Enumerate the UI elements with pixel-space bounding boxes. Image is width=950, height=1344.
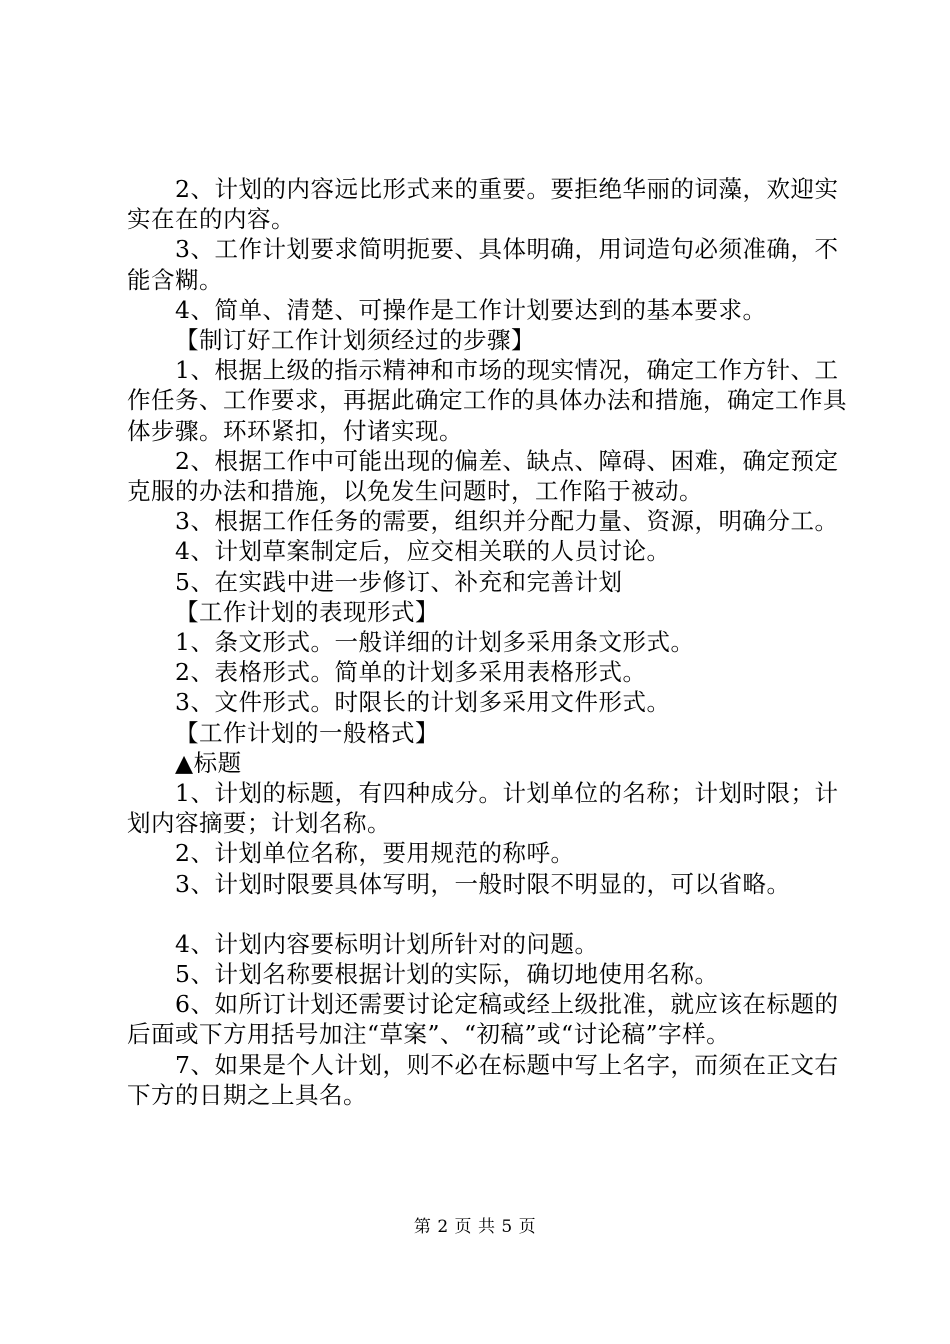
- paragraph: 3、文件形式。时限长的计划多采用文件形式。: [175, 688, 671, 717]
- subsection-heading: ▲标题: [175, 748, 242, 777]
- paragraph: 1、根据上级的指示精神和市场的现实情况，确定工作方针、工作任务、工作要求，再据此确定工作的具体办法和措施，确定工作具体步骤。环环紧扣，付诸实现。: [127, 356, 847, 445]
- paragraph: 3、工作计划要求简明扼要、具体明确，用词造句必须准确，不能含糊。: [127, 235, 839, 294]
- paragraph: 2、根据工作中可能出现的偏差、缺点、障碍、困难，确定预定克服的办法和措施，以免发生问题时，工作陷于被动。: [127, 446, 839, 506]
- section-heading: 【工作计划的表现形式】: [175, 597, 439, 626]
- paragraph: 2、表格形式。简单的计划多采用表格形式。: [175, 658, 647, 687]
- paragraph: 4、计划内容要标明计划所针对的问题。: [175, 929, 599, 958]
- paragraph: 1、计划的标题，有四种成分。计划单位的名称；计划时限；计划内容摘要；计划名称。: [127, 779, 839, 838]
- paragraph: 4、计划草案制定后，应交相关联的人员讨论。: [175, 537, 671, 566]
- section-heading: 【工作计划的一般格式】: [175, 718, 439, 747]
- paragraph: 3、根据工作任务的需要，组织并分配力量、资源，明确分工。: [175, 507, 839, 536]
- paragraph: 6、如所订计划还需要讨论定稿或经上级批准，就应该在标题的后面或下方用括号加注“草案”、“初稿”或“讨论稿”字样。: [127, 990, 839, 1049]
- paragraph: 3、计划时限要具体写明，一般时限不明显的，可以省略。: [175, 869, 791, 898]
- paragraph: 4、简单、清楚、可操作是工作计划要达到的基本要求。: [175, 295, 767, 324]
- paragraph: 2、计划的内容远比形式来的重要。要拒绝华丽的词藻，欢迎实实在在的内容。: [127, 175, 839, 234]
- page-footer: 第 2 页 共 5 页: [413, 1217, 537, 1237]
- paragraph: 1、条文形式。一般详细的计划多采用条文形式。: [175, 628, 695, 657]
- blank-line: [127, 899, 847, 929]
- paragraph: 5、在实践中进一步修订、补充和完善计划: [175, 567, 623, 596]
- paragraph: 7、如果是个人计划，则不必在标题中写上名字，而须在正文右下方的日期之上具名。: [127, 1050, 839, 1109]
- paragraph: 5、计划名称要根据计划的实际，确切地使用名称。: [175, 960, 719, 989]
- paragraph: 2、计划单位名称，要用规范的称呼。: [175, 839, 575, 868]
- section-heading: 【制订好工作计划须经过的步骤】: [175, 326, 535, 355]
- document-body: [127, 174, 847, 1110]
